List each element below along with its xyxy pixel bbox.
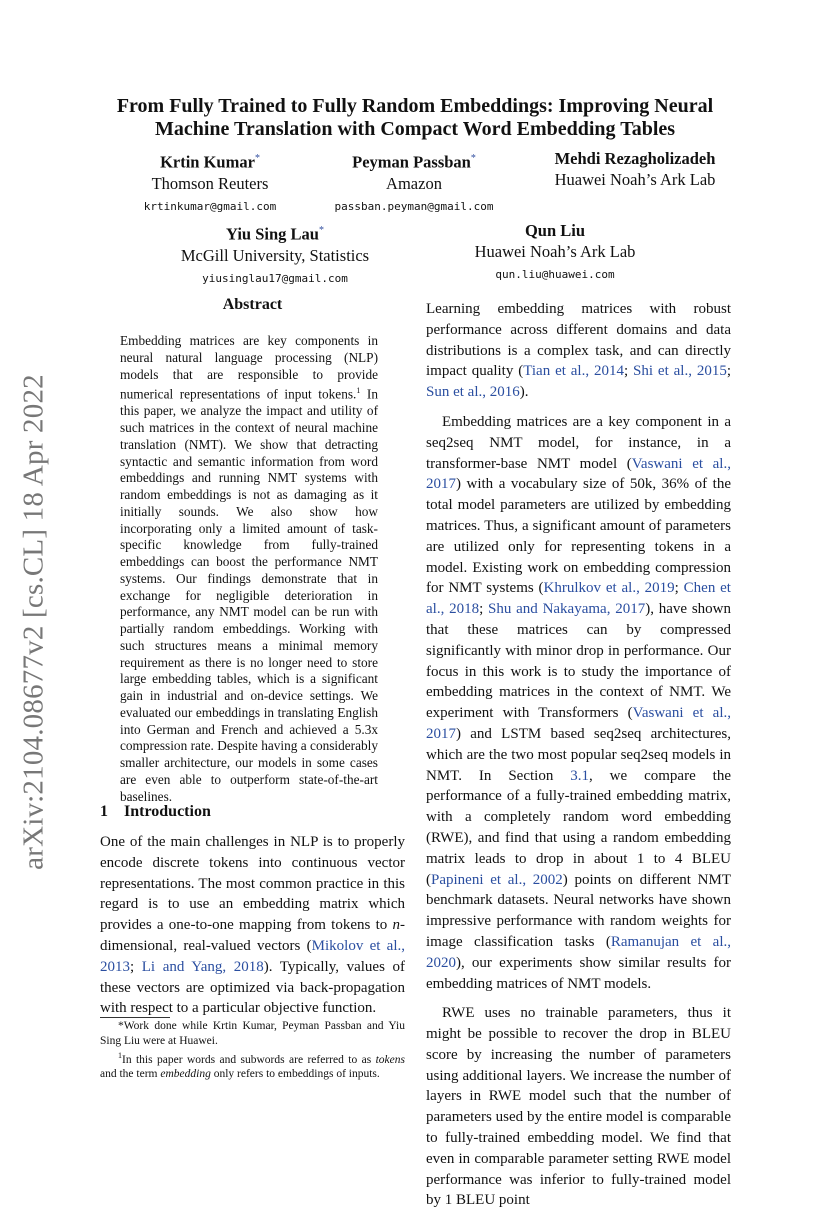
math-value: 1: [636, 850, 645, 867]
title-line-2: Machine Translation with Compact Word Embedding Tables: [154, 118, 676, 140]
footnote-ref[interactable]: 1: [356, 386, 361, 396]
citation-link[interactable]: Tian et al., 2014: [523, 363, 624, 380]
citation-link[interactable]: Papineni et al., 2002: [431, 871, 563, 888]
citation-link[interactable]: Shu and Nakayama, 2017: [488, 601, 646, 618]
citation-link[interactable]: Ramanujan et al., 2020: [426, 933, 731, 971]
body-text: ;: [674, 580, 684, 597]
body-text: , we compare the performance of a fully-trained embedding matrix, with a completely random word embedding (RWE), and find that using a random embedding matrix leads to drop in about: [426, 767, 731, 867]
body-text: to: [644, 850, 675, 867]
paragraph-2: [426, 412, 731, 994]
body-text: ) and LSTM based seq2seq architectures, which are the two most popular seq2seq models in NMT. In Section: [426, 725, 731, 784]
intro-text: ). Typically, values of these vectors are optimized via back-propagation with respect to a particular objective function.: [100, 958, 405, 1017]
citation-link[interactable]: Chen et al., 2018: [426, 580, 731, 618]
math-value: 50k: [629, 476, 653, 493]
author-affiliation: McGill University, Statistics: [180, 245, 370, 265]
footnote-divider: [100, 1017, 170, 1018]
citation-link[interactable]: Shi et al., 2015: [633, 363, 727, 380]
body-text: ,: [652, 476, 662, 493]
citation-link[interactable]: Vaswani et al., 2017: [426, 455, 731, 493]
body-text: ) with a vocabulary size of: [456, 476, 630, 493]
body-text: Embedding matrices are a key component in a seq2seq NMT model, for instance, in a transformer-base NMT model (: [426, 413, 731, 472]
footnote-text: only refers to embeddings of inputs.: [210, 1068, 380, 1081]
body-text: of the total model parameters are utilized by embedding matrices. Thus, a significant amount of parameters are utilized only for representing tokens in a model. Existing work on embedding compression for NMT systems (: [426, 476, 731, 597]
author-mark: *: [254, 153, 260, 164]
intro-paragraph: [100, 832, 405, 1019]
body-text: ;: [726, 363, 731, 380]
section-title: Introduction: [124, 803, 211, 820]
citation-link[interactable]: Mikolov et al., 2013: [100, 937, 405, 975]
author-email: yiusinglau17@gmail.com: [202, 271, 348, 285]
author-name: Qun Liu: [524, 221, 586, 240]
author-block-1: [120, 149, 300, 217]
footnote-mark: 1: [118, 1051, 122, 1060]
body-text: Learning embedding matrices with robust performance across different domains and data distributions is a complex task, and can directly impact quality (: [426, 301, 731, 380]
right-column: [426, 299, 731, 1211]
author-name: Peyman Passban: [352, 152, 471, 172]
abstract-text-b: In this paper, we analyze the impact and utility of such matrices in the context of neural machine translation (NMT). We show that detracting syntactic and semantic information from word embeddings and running NMT systems with random embeddings is not as damaging as it initially sounds. We also show how incorporating only a limited amount of task-specific knowledge from fully-trained embeddings can boost the performance NMT systems. Our findings demonstrate that in exchange for negligible deterioration in performance, any NMT model can be run with partially random embeddings. Working with such structures means a minimal memory requirement as there is no longer need to store large embedding tables, which is a significant gain in industrial and on-device settings. We evaluated our embeddings in translating English into German and French and achieved a 5.3x compression rate. Despite having a considerably smaller architecture, our models in some cases are even able to outperform state-of-the-art baselines.: [120, 386, 378, 804]
author-affiliation: Amazon: [386, 173, 442, 193]
math-value: 36%: [661, 476, 690, 493]
abstract-body: [120, 333, 378, 805]
footnote-2: [100, 1049, 405, 1082]
title-line-1: From Fully Trained to Fully Random Embeddings: Improving Neural: [116, 95, 714, 117]
citation-link[interactable]: Vaswani et al., 2017: [426, 705, 731, 742]
author-affiliation: Huawei Noah’s Ark Lab: [474, 242, 636, 261]
intro-text: -dimensional, real-valued vectors (: [100, 917, 405, 954]
body-text: ;: [623, 363, 634, 380]
author-name: Krtin Kumar: [160, 152, 255, 172]
author-mark: *: [318, 225, 324, 236]
author-affiliation: Huawei Noah’s Ark Lab: [554, 170, 716, 189]
author-block-3: [525, 149, 745, 190]
author-affiliation: Thomson Reuters: [151, 173, 269, 193]
author-block-2: [314, 149, 514, 217]
footnote-text: and the term: [100, 1068, 161, 1081]
body-text: BLEU (: [426, 850, 731, 888]
citation-link[interactable]: Khrulkov et al., 2019: [543, 580, 675, 597]
paper-title: [90, 95, 740, 141]
abstract-text-a: Embedding matrices are key components in neural natural language processing (NLP) models that are responsible to provide numerical representations of input tokens.: [120, 333, 378, 402]
math-n: n: [392, 917, 400, 934]
author-email: passban.peyman@gmail.com: [334, 199, 494, 213]
arxiv-identifier: arXiv:2104.08677v2 [cs.CL] 18 Apr 2022: [17, 374, 50, 870]
footnotes: [100, 1019, 405, 1083]
author-email: qun.liu@huawei.com: [495, 268, 615, 281]
section-ref-link[interactable]: 3.1: [570, 767, 589, 784]
intro-text: One of the main challenges in NLP is to properly encode discrete tokens into continuous vector representations. The most common practice in this regard is to use an embedding matrix which provides a one-to-one mapping from tokens to: [100, 834, 405, 934]
author-name: Yiu Sing Lau: [226, 224, 319, 244]
body-text: ), have shown that these matrices can by compressed significantly with minor drop in performance. Our focus in this work is to study the importance of embedding matrices in the context of NMT. We experiment with Transformers (: [426, 601, 731, 722]
author-block-4: [165, 221, 385, 289]
author-mark: *: [470, 153, 476, 164]
intro-text: ;: [130, 958, 142, 975]
footnote-text: In this paper words and subwords are referred to as: [122, 1053, 376, 1066]
paragraph-3: RWE uses no trainable parameters, thus it might be possible to recover the drop in BLEU score by increasing the number of parameters using additional layers. We increase the number of layers in RWE model such that the number of parameters used by the entire model is comparable to fully-trained embedding model. We find that even in comparable parameter setting RWE model performance was inferior to fully-trained model by 1 BLEU point: [426, 1005, 731, 1209]
body-text: ;: [479, 601, 489, 618]
math-value: 4: [674, 850, 683, 867]
abstract-heading: Abstract: [222, 296, 283, 313]
arxiv-side-stamp: [14, 362, 54, 882]
citation-link[interactable]: Sun et al., 2016: [426, 384, 520, 401]
section-heading: [100, 803, 211, 821]
section-number: 1: [100, 803, 108, 820]
author-email: krtinkumar@gmail.com: [143, 199, 277, 213]
author-block-5: [445, 221, 665, 285]
footnote-1: *Work done while Krtin Kumar, Peyman Passban and Yiu Sing Liu were at Huawei.: [100, 1020, 405, 1047]
paragraph-1: [426, 299, 731, 403]
body-text: ), our experiments show similar results for embedding matrices of NMT models.: [426, 954, 731, 992]
body-text: ) points on different NMT benchmark datasets. Neural networks have shown impressive performance with random weights for image classification tasks (: [426, 871, 731, 950]
citation-link[interactable]: Li and Yang, 2018: [141, 958, 264, 975]
body-text: ).: [519, 384, 529, 401]
footnote-term: tokens: [375, 1053, 405, 1066]
footnote-term: embedding: [160, 1068, 211, 1081]
author-name: Mehdi Rezagholizadeh: [554, 149, 716, 168]
